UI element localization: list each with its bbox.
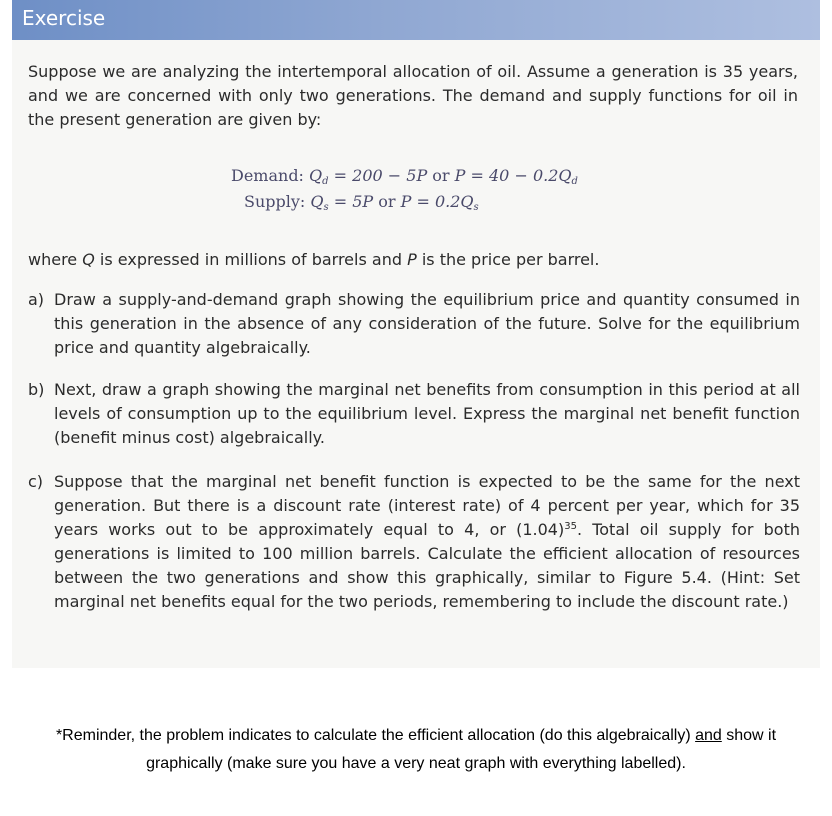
exercise-header: [12, 0, 820, 40]
reminder-note: *Reminder, the problem indicates to calculate the efficient allocation (do this algebraically) and show it graphically (make sure you have a very neat graph with everything labelled).: [55, 727, 777, 772]
question-c-text: Suppose that the marginal net benefit function is expected to be the same for the next generation. But there is a discount rate (interest rate) of 4 percent per year, which for 35 years works out to be approximately equal to 4, or $(1.04)^{35}$. Total oil supply for both generations is limited to 100 million barrels. Calculate the efficient allocation of resources between the two generations and show this graphically, similar to Figure 5.4. (Hint: Set marginal net benefits equal for the two periods, remembering to include the discount rate.): [54, 472, 800, 611]
demand-equation: Demand: $Q_d = 200 - 5P$ or $P = 40 - 0.2Q_d$: [231, 166, 578, 187]
question-a-text: Draw a supply-and-demand graph showing the equilibrium price and quantity consumed in this generation in the absence of any consideration of the future. Solve for the equilibrium price and quantity algebraically.: [54, 290, 800, 357]
where-sentence: where Q is expressed in millions of barrels and P is the price per barrel.: [28, 250, 600, 269]
intro-paragraph: Suppose we are analyzing the intertemporal allocation of oil. Assume a generation is 35 years, and we are concerned with only two generations. The demand and supply functions for oil in the present generation are given by:: [28, 62, 798, 129]
exercise-title: Exercise: [22, 6, 106, 30]
supply-equation: Supply: $Q_s = 5P$ or $P = 0.2Q_s$: [244, 192, 479, 213]
textbook-scan: [12, 0, 820, 668]
question-b-marker: b): [28, 380, 45, 399]
question-b-text: Next, draw a graph showing the marginal net benefits from consumption in this period at all levels of consumption up to the equilibrium level. Express the marginal net benefit function (benefit minus cost) algebraically.: [54, 380, 800, 447]
question-c-marker: c): [28, 472, 44, 491]
question-a-marker: a): [28, 290, 45, 309]
